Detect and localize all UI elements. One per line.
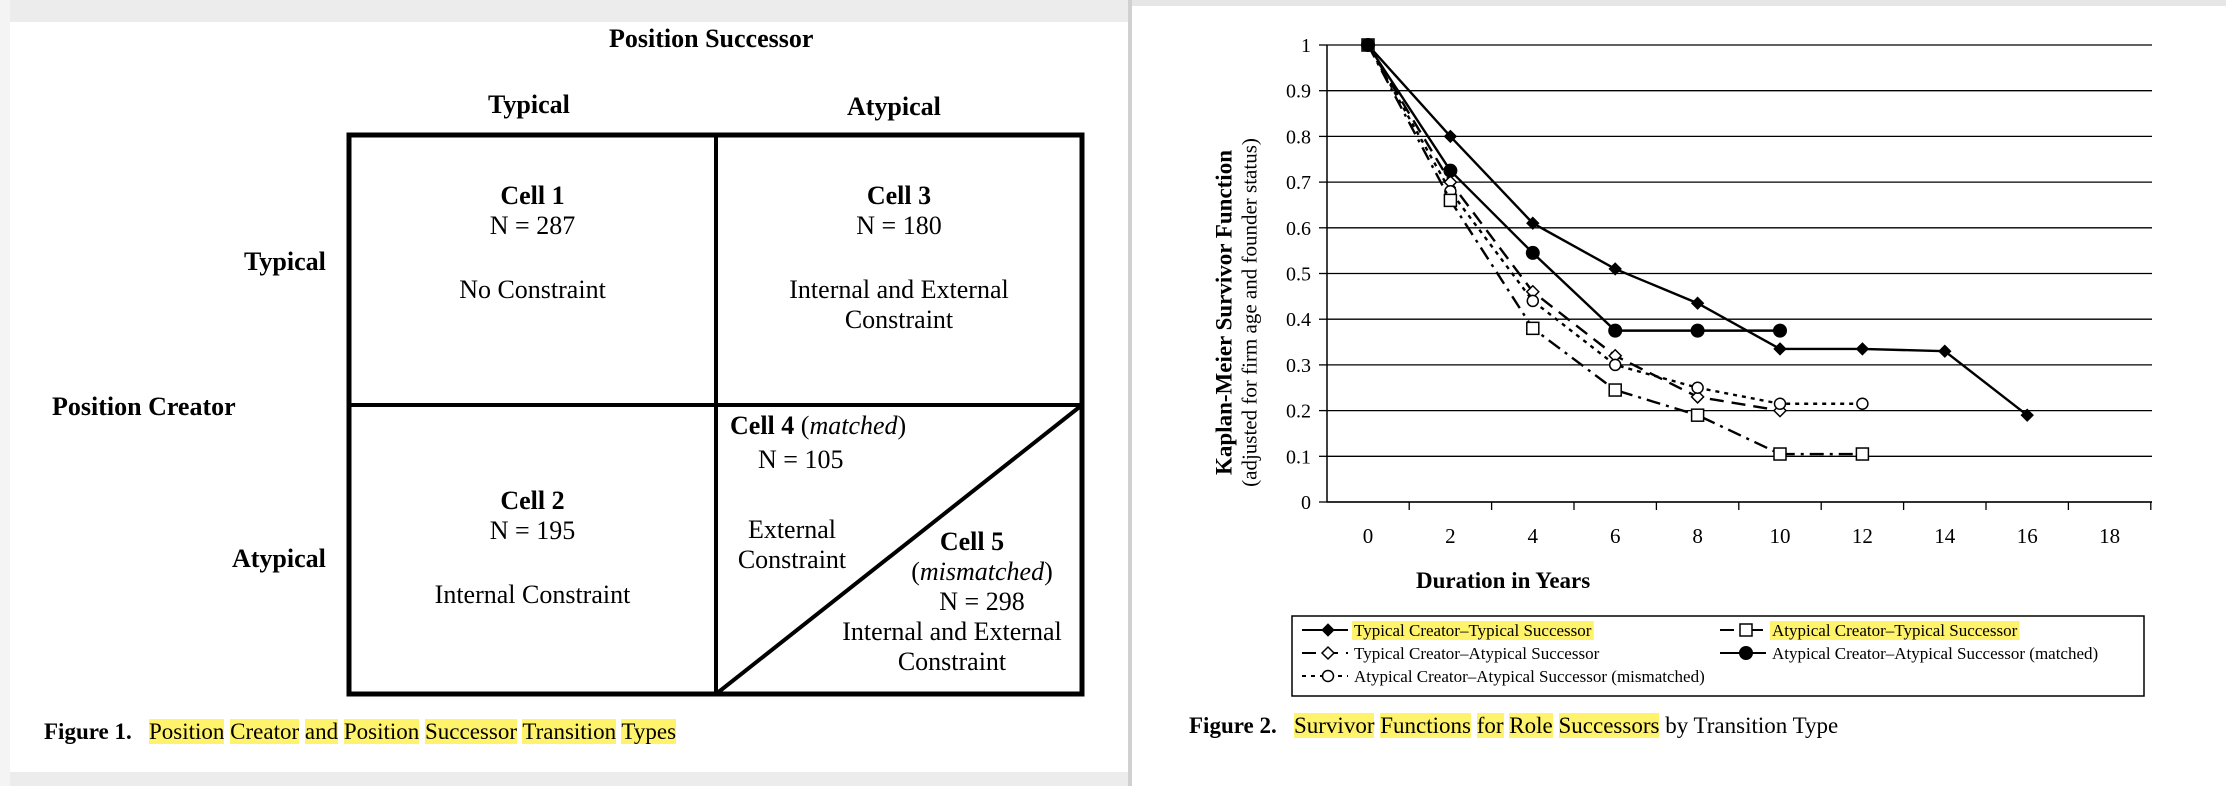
cell5 xyxy=(826,527,1078,677)
y-tick-label: 0.6 xyxy=(1286,217,1311,240)
series-group xyxy=(1362,39,2033,421)
cell1-n: N = 287 xyxy=(489,211,576,240)
series-line xyxy=(1368,45,2027,415)
caption-word: Successors xyxy=(1558,713,1660,738)
series-point xyxy=(1856,343,1868,355)
cell4-qualifier: matched xyxy=(809,411,898,440)
x-tick-label: 12 xyxy=(1851,524,1873,548)
legend-label: Atypical Creator–Atypical Successor (mismatched) xyxy=(1354,667,1705,686)
caption-word: and xyxy=(304,719,339,744)
figure2-caption-label: Figure 2. xyxy=(1189,713,1277,738)
series-point xyxy=(1857,398,1868,409)
cell5-qualifier-line: (mismatched) xyxy=(911,557,1053,586)
series-point xyxy=(1527,295,1538,306)
caption-word: Position xyxy=(148,719,225,744)
cell3-desc-line2: Constraint xyxy=(844,305,954,334)
x-tick-label: 10 xyxy=(1769,524,1791,548)
cell4-title-line: Cell 4 (matched) xyxy=(730,411,907,440)
column-atypical-label: Atypical xyxy=(847,92,941,121)
cell4-desc-line1: External xyxy=(747,515,837,544)
cell3-desc-line1: Internal and External xyxy=(789,275,1009,304)
cell3-title: Cell 3 xyxy=(866,181,932,210)
cell2 xyxy=(349,486,716,610)
y-tick-label: 0.4 xyxy=(1286,309,1311,332)
series-point xyxy=(1692,409,1704,421)
series-group xyxy=(1362,39,1868,460)
caption-word: Successor xyxy=(425,719,517,744)
cell1 xyxy=(349,181,716,305)
y-tick-label: 0.8 xyxy=(1286,126,1311,149)
caption-word: Transition xyxy=(1693,713,1788,738)
series-line xyxy=(1368,45,1780,331)
figure1-caption-label: Figure 1. xyxy=(44,719,132,744)
x-tick-label: 0 xyxy=(1362,524,1374,548)
series-point xyxy=(1740,624,1752,636)
caption-word: Position xyxy=(343,719,420,744)
y-axis-title-block xyxy=(1212,113,1263,513)
series-point xyxy=(1774,343,1786,355)
survivor-chart xyxy=(1132,0,2226,786)
cell4-desc-line2: Constraint xyxy=(737,545,847,574)
series-point xyxy=(1691,324,1704,337)
y-tick-label: 1 xyxy=(1301,35,1311,57)
cell2-n: N = 195 xyxy=(489,516,576,545)
cell2-title: Cell 2 xyxy=(500,486,565,515)
cell5-title: Cell 5 xyxy=(939,527,1005,556)
cell5-desc-line2: Constraint xyxy=(897,647,1007,676)
series-point xyxy=(1856,448,1868,460)
cell3 xyxy=(716,181,1082,335)
x-tick-label: 8 xyxy=(1692,524,1703,548)
caption-word: Types xyxy=(621,719,677,744)
cell4-n: N = 105 xyxy=(758,445,844,474)
series-point xyxy=(1323,671,1334,682)
series-point xyxy=(1610,359,1621,370)
series-point xyxy=(1362,39,1375,52)
cell1-title: Cell 1 xyxy=(500,181,565,210)
caption-word: by xyxy=(1665,713,1689,738)
series-group xyxy=(1362,39,1787,338)
series-point xyxy=(1609,324,1622,337)
figure1-caption xyxy=(44,719,676,745)
y-tick-label: 0.3 xyxy=(1286,354,1311,377)
y-tick-label: 0.9 xyxy=(1286,80,1311,103)
series-point xyxy=(1775,398,1786,409)
cell5-n: N = 298 xyxy=(939,587,1025,616)
row-position-creator-label: Position Creator xyxy=(52,392,236,421)
caption-word: Survivor xyxy=(1293,713,1375,738)
figure2-caption xyxy=(1189,713,1838,739)
y-tick-label: 0 xyxy=(1301,492,1311,514)
series-point xyxy=(1774,448,1786,460)
y-tick-label: 0.2 xyxy=(1286,400,1311,423)
y-tick-label: 0.5 xyxy=(1286,263,1311,286)
series-point xyxy=(1692,382,1703,393)
figure2-page xyxy=(1132,0,2226,786)
y-axis-subtitle: (adjusted for firm age and founder status) xyxy=(1237,138,1262,487)
series-point xyxy=(1774,324,1787,337)
chart-gridlines xyxy=(1327,45,2152,502)
column-typical-label: Typical xyxy=(488,90,570,119)
legend-label: Typical Creator–Atypical Successor xyxy=(1354,644,1600,663)
cell3-n: N = 180 xyxy=(856,211,942,240)
x-tick-label: 16 xyxy=(2016,524,2038,548)
series-point xyxy=(1444,194,1456,206)
cell2-desc: Internal Constraint xyxy=(434,580,631,609)
chart-series xyxy=(1362,39,2034,461)
y-tick-label: 0.1 xyxy=(1286,446,1311,469)
series-point xyxy=(1692,297,1704,309)
x-axis-title: Duration in Years xyxy=(1416,568,1591,593)
x-tick-label: 4 xyxy=(1527,524,1539,548)
series-point xyxy=(1740,647,1753,660)
row-atypical-label: Atypical xyxy=(232,544,326,573)
header-position-successor: Position Successor xyxy=(609,24,814,53)
caption-word: Functions xyxy=(1380,713,1471,738)
cell5-desc-line1: Internal and External xyxy=(842,617,1062,646)
caption-word: Creator xyxy=(230,719,300,744)
chart-legend xyxy=(1292,616,2144,696)
caption-word: Transition xyxy=(522,719,617,744)
y-tick-label: 0.7 xyxy=(1286,172,1311,195)
series-point xyxy=(1609,384,1621,396)
series-point xyxy=(1444,164,1457,177)
x-tick-label: 14 xyxy=(1934,524,1956,548)
y-axis-title: Kaplan-Meier Survivor Function xyxy=(1211,150,1237,475)
series-point xyxy=(1527,322,1539,334)
x-tick-label: 6 xyxy=(1609,524,1621,548)
x-tick-label: 18 xyxy=(2099,524,2121,548)
caption-word: Role xyxy=(1509,713,1553,738)
chart-axes xyxy=(1286,35,2152,548)
legend-label: Atypical Creator–Atypical Successor (matched) xyxy=(1772,644,2099,663)
cell4-title: Cell 4 xyxy=(730,411,795,440)
x-tick-label: 2 xyxy=(1445,524,1456,548)
row-typical-label: Typical xyxy=(244,247,326,276)
legend-label: Atypical Creator–Typical Successor xyxy=(1772,621,2018,640)
cell5-qualifier: mismatched xyxy=(919,557,1045,586)
caption-word: Type xyxy=(1792,713,1839,738)
legend-label: Typical Creator–Typical Successor xyxy=(1354,621,1592,640)
cell1-desc: No Constraint xyxy=(459,275,606,304)
series-point xyxy=(1526,246,1539,259)
caption-word: for xyxy=(1476,713,1504,738)
